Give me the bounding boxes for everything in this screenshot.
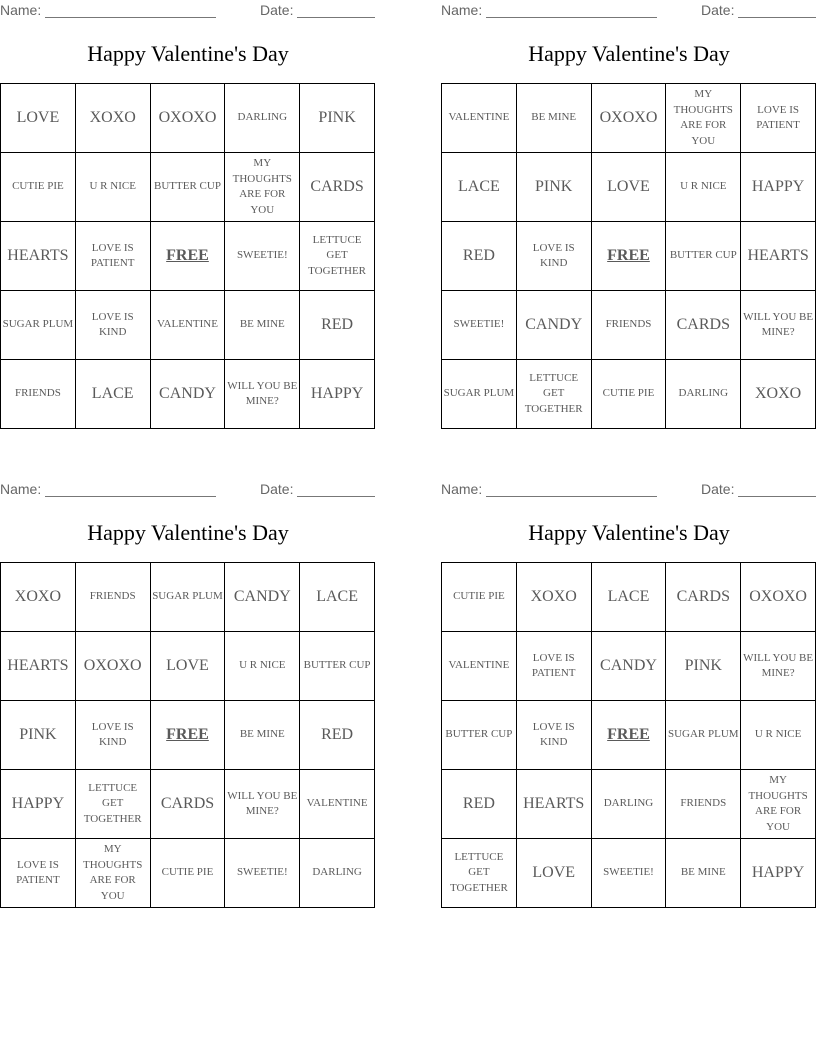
bingo-cell: OXOXO (75, 632, 150, 701)
bingo-cell: HEARTS (1, 222, 76, 291)
free-space: FREE (591, 701, 666, 770)
grid-row (1, 84, 375, 153)
grid-row (442, 770, 816, 839)
bingo-cell: FRIENDS (1, 360, 76, 429)
bingo-cell: BUTTER CUP (442, 701, 517, 770)
bingo-cell: HAPPY (1, 770, 76, 839)
name-date-row (441, 481, 816, 499)
card-title: Happy Valentine's Day (87, 520, 289, 545)
card-title: Happy Valentine's Day (528, 41, 730, 66)
bingo-cell: FRIENDS (75, 563, 150, 632)
grid-row (442, 222, 816, 291)
name-label: Name: (441, 2, 483, 18)
bingo-cell: DARLING (591, 770, 666, 839)
free-space: FREE (591, 222, 666, 291)
name-line[interactable] (486, 496, 657, 497)
bingo-cell: LOVE IS KIND (516, 222, 591, 291)
bingo-cell: BUTTER CUP (300, 632, 375, 701)
bingo-cell: LACE (75, 360, 150, 429)
bingo-cell: CUTIE PIE (442, 563, 517, 632)
bingo-cell: MY THOUGHTS ARE FOR YOU (225, 153, 300, 222)
bingo-cell: CANDY (591, 632, 666, 701)
grid-row (1, 701, 375, 770)
bingo-cell: LOVE IS KIND (75, 291, 150, 360)
grid-row (442, 153, 816, 222)
grid-row (1, 563, 375, 632)
bingo-cell: HEARTS (1, 632, 76, 701)
name-date-row (0, 481, 376, 499)
bingo-cell: LACE (442, 153, 517, 222)
bingo-cell: CARDS (300, 153, 375, 222)
bingo-cell: LOVE IS PATIENT (741, 84, 816, 153)
bingo-cell: RED (300, 291, 375, 360)
date-label: Date: (701, 2, 735, 18)
bingo-cell: XOXO (1, 563, 76, 632)
bingo-cell: SUGAR PLUM (150, 563, 225, 632)
grid-row (442, 839, 816, 908)
bingo-cell: U R NICE (741, 701, 816, 770)
bingo-cell: HAPPY (300, 360, 375, 429)
bingo-cell: XOXO (741, 360, 816, 429)
bingo-cell: DARLING (666, 360, 741, 429)
free-space: FREE (150, 701, 225, 770)
bingo-cell: RED (442, 222, 517, 291)
bingo-cell: XOXO (516, 563, 591, 632)
bingo-cell: VALENTINE (442, 632, 517, 701)
bingo-grid (441, 83, 816, 429)
bingo-cell: HEARTS (516, 770, 591, 839)
bingo-cell: LETTUCE GET TOGETHER (75, 770, 150, 839)
bingo-cell: HAPPY (741, 153, 816, 222)
bingo-cell: LOVE (516, 839, 591, 908)
bingo-cell: MY THOUGHTS ARE FOR YOU (741, 770, 816, 839)
bingo-cell: VALENTINE (442, 84, 517, 153)
bingo-cell: WILL YOU BE MINE? (741, 632, 816, 701)
bingo-cell: SWEETIE! (591, 839, 666, 908)
bingo-cell: LOVE IS PATIENT (516, 632, 591, 701)
bingo-cell: OXOXO (150, 84, 225, 153)
name-line[interactable] (45, 17, 216, 18)
bingo-cell: MY THOUGHTS ARE FOR YOU (666, 84, 741, 153)
bingo-cell: FRIENDS (666, 770, 741, 839)
date-line[interactable] (297, 496, 375, 497)
bingo-cell: SUGAR PLUM (1, 291, 76, 360)
bingo-cell: PINK (666, 632, 741, 701)
date-label: Date: (701, 481, 735, 497)
grid-row (1, 222, 375, 291)
bingo-cell: OXOXO (591, 84, 666, 153)
bingo-cell: DARLING (300, 839, 375, 908)
bingo-cell: BUTTER CUP (150, 153, 225, 222)
bingo-cell: SWEETIE! (225, 222, 300, 291)
bingo-cell: LOVE (591, 153, 666, 222)
bingo-cell: WILL YOU BE MINE? (741, 291, 816, 360)
bingo-cell: BUTTER CUP (666, 222, 741, 291)
grid-row (442, 701, 816, 770)
bingo-cell: DARLING (225, 84, 300, 153)
bingo-cell: LOVE IS KIND (75, 701, 150, 770)
bingo-cell: MY THOUGHTS ARE FOR YOU (75, 839, 150, 908)
bingo-cell: HAPPY (741, 839, 816, 908)
grid-row (442, 84, 816, 153)
date-line[interactable] (738, 496, 816, 497)
name-line[interactable] (45, 496, 216, 497)
grid-row (442, 632, 816, 701)
bingo-cell: LOVE IS PATIENT (1, 839, 76, 908)
grid-row (1, 291, 375, 360)
bingo-cell: RED (300, 701, 375, 770)
bingo-cell: HEARTS (741, 222, 816, 291)
bingo-cell: CUTIE PIE (1, 153, 76, 222)
bingo-cell: LOVE IS KIND (516, 701, 591, 770)
bingo-cell: CARDS (150, 770, 225, 839)
bingo-cell: CUTIE PIE (591, 360, 666, 429)
name-date-row (441, 2, 816, 20)
name-date-row (0, 2, 376, 20)
bingo-grid (0, 562, 375, 908)
name-label: Name: (0, 481, 42, 497)
name-label: Name: (0, 2, 42, 18)
date-label: Date: (260, 2, 294, 18)
name-label: Name: (441, 481, 483, 497)
grid-row (1, 632, 375, 701)
bingo-cell: PINK (516, 153, 591, 222)
date-line[interactable] (297, 17, 375, 18)
bingo-cell: LOVE IS PATIENT (75, 222, 150, 291)
bingo-cell: CANDY (150, 360, 225, 429)
bingo-cell: BE MINE (666, 839, 741, 908)
grid-row (442, 563, 816, 632)
grid-row (1, 770, 375, 839)
bingo-cell: RED (442, 770, 517, 839)
bingo-cell: CUTIE PIE (150, 839, 225, 908)
bingo-cell: OXOXO (741, 563, 816, 632)
date-label: Date: (260, 481, 294, 497)
card-title: Happy Valentine's Day (87, 41, 289, 66)
bingo-cell: CARDS (666, 563, 741, 632)
bingo-grid (0, 83, 375, 429)
bingo-cell: SUGAR PLUM (442, 360, 517, 429)
bingo-cell: BE MINE (516, 84, 591, 153)
name-line[interactable] (486, 17, 657, 18)
bingo-cell: SUGAR PLUM (666, 701, 741, 770)
bingo-cell: XOXO (75, 84, 150, 153)
bingo-cell: CANDY (225, 563, 300, 632)
bingo-cell: CANDY (516, 291, 591, 360)
bingo-cell: FRIENDS (591, 291, 666, 360)
bingo-cell: LOVE (1, 84, 76, 153)
grid-row (442, 291, 816, 360)
bingo-cell: WILL YOU BE MINE? (225, 770, 300, 839)
grid-row (1, 153, 375, 222)
bingo-cell: SWEETIE! (442, 291, 517, 360)
bingo-cell: U R NICE (225, 632, 300, 701)
free-space: FREE (150, 222, 225, 291)
card-title: Happy Valentine's Day (528, 520, 730, 545)
bingo-cell: BE MINE (225, 291, 300, 360)
bingo-cell: SWEETIE! (225, 839, 300, 908)
bingo-cell: PINK (300, 84, 375, 153)
bingo-cell: VALENTINE (300, 770, 375, 839)
bingo-cell: LACE (591, 563, 666, 632)
bingo-cell: LACE (300, 563, 375, 632)
bingo-cell: WILL YOU BE MINE? (225, 360, 300, 429)
grid-row (1, 360, 375, 429)
grid-row (1, 839, 375, 908)
bingo-cell: CARDS (666, 291, 741, 360)
bingo-cell: LETTUCE GET TOGETHER (516, 360, 591, 429)
bingo-cell: LETTUCE GET TOGETHER (442, 839, 517, 908)
grid-row (442, 360, 816, 429)
bingo-cell: VALENTINE (150, 291, 225, 360)
bingo-grid (441, 562, 816, 908)
bingo-cell: U R NICE (666, 153, 741, 222)
bingo-cell: LOVE (150, 632, 225, 701)
bingo-cell: BE MINE (225, 701, 300, 770)
bingo-cell: LETTUCE GET TOGETHER (300, 222, 375, 291)
bingo-cell: PINK (1, 701, 76, 770)
bingo-cell: U R NICE (75, 153, 150, 222)
date-line[interactable] (738, 17, 816, 18)
